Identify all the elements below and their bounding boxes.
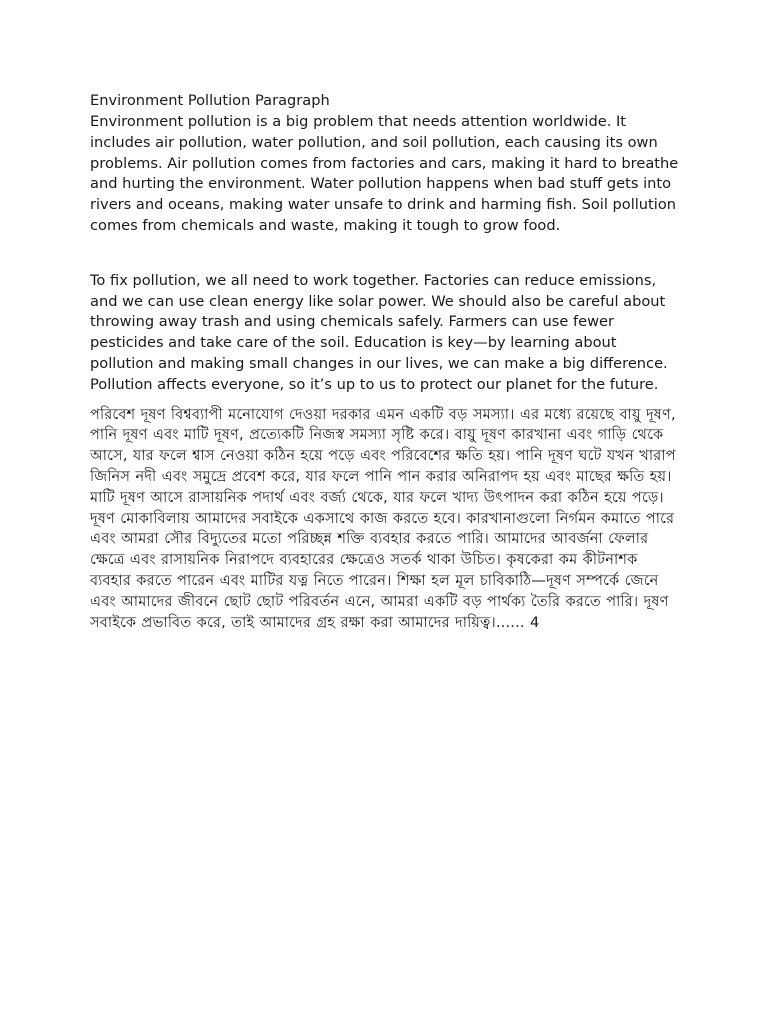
- paragraph-bengali: [90, 405, 682, 634]
- paragraph-english-1: Environment pollution is a big problem that needs attention worldwide. It includes air pollution, water pollution, and soil pollution, each causing its own problems. Air pollution comes from factories and cars, making it hard to breathe and hurting the environment. Water pollution happens when bad stuff gets into rivers and oceans, making water unsafe to drink and harming fish. Soil pollution comes from chemicals and waste, making it tough to grow food.: [90, 113, 679, 234]
- document-title: Environment Pollution Paragraph: [90, 92, 330, 109]
- paragraph-english-2: To fix pollution, we all need to work together. Factories can reduce emissions, and we can use clean energy like solar power. We should also be careful about throwing away trash and using chemicals safely. Farmers can use fewer pesticides and take care of the soil. Education is key—by learning about pollution and making small changes in our lives, we can make a big difference. Pollution affects everyone, so it’s up to us to protect our planet for the future.: [90, 271, 668, 393]
- paragraph-bengali-ellipsis: ...... 4: [495, 613, 540, 631]
- paragraph-bengali-text: পরিবেশ দূষণ বিশ্বব্যাপী মনোযোগ দেওয়া দরকার এমন একটি বড় সমস্যা। এর মধ্যে রয়েছে বায়ু দূষণ, পানি দূষণ এবং মাটি দূষণ, প্রত্যেকটি নিজস্ব সমস্যা সৃষ্টি করে। বায়ু দূষণ কারখানা এবং গাড়ি থেকে আসে, যার ফলে শ্বাস নেওয়া কঠিন হয়ে পড়ে এবং পরিবেশের ক্ষতি হয়। পানি দূষণ ঘটে যখন খারাপ জিনিস নদী এবং সমুদ্রে প্রবেশ করে, যার ফলে পানি পান করার অনিরাপদ হয় এবং মাছের ক্ষতি হয়। মাটি দূষণ আসে রাসায়নিক পদার্থ এবং বর্জ্য থেকে, যার ফলে খাদ্য উৎপাদন করা কঠিন হয়ে পড়ে। দূষণ মোকাবিলায় আমাদের সবাইকে একসাথে কাজ করতে হবে। কারখানাগুলো নির্গমন কমাতে পারে এবং আমরা সৌর বিদ্যুতের মতো পরিচ্ছন্ন শক্তি ব্যবহার করতে পারি। আমাদের আবর্জনা ফেলার ক্ষেত্রে এবং রাসায়নিক নিরাপদে ব্যবহারের ক্ষেত্রেও সতর্ক থাকা উচিত। কৃষকেরা কম কীটনাশক ব্যবহার করতে পারেন এবং মাটির যত্ন নিতে পারেন। শিক্ষা হল মূল চাবিকাঠি—দূষণ সম্পর্কে জেনে এবং আমাদের জীবনে ছোট ছোট পরিবর্তন এনে, আমরা একটি বড় পার্থক্য তৈরি করতে পারি। দূষণ সবাইকে প্রভাবিত করে, তাই আমাদের গ্রহ রক্ষা করা আমাদের দায়িত্ব।: [90, 405, 676, 631]
- document-body: [90, 90, 682, 633]
- paragraph-spacer: [90, 237, 682, 271]
